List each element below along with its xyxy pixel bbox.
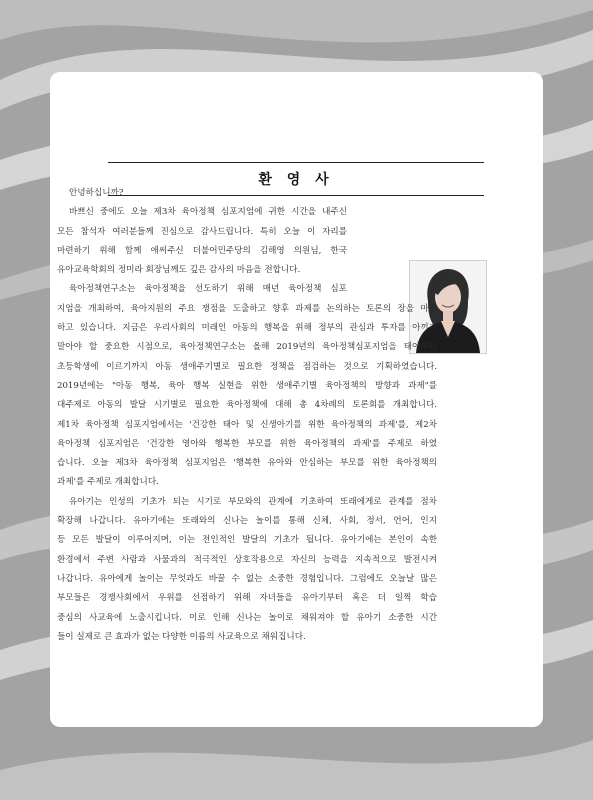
- page-title: 환 영 사: [258, 172, 334, 188]
- text-line: 확장해 나갑니다. 유아기에는 또래와의 신나는 놀이를 통해 신체, 사회, 정서, 언어, 인지: [57, 516, 437, 527]
- text-line: 마련하기 위해 함께 애써주신 더불어민주당의 김해영 의원님, 한국: [57, 245, 347, 256]
- text-line: 모든 참석자 여러분들께 진심으로 감사드립니다. 특히 오늘 이 자리를: [57, 226, 347, 237]
- paragraph-thanks: [57, 203, 437, 280]
- welcome-speech-body: [57, 184, 437, 647]
- text-line: 중심의 사교육에 노출시킵니다. 이로 인해 신나는 놀이로 채워져야 할 유아기 소중한 시간: [57, 612, 437, 623]
- text-line: 환경에서 주변 사람과 사물과의 적극적인 상호작용으로 자신의 능력을 지속적으로 발전시켜: [57, 554, 437, 565]
- text-line: 습니다. 오늘 제3차 육아정책 심포지엄은 '행복한 유아와 안심하는 부모를 위한 육아정책의: [57, 458, 437, 469]
- paragraph-early-childhood: [57, 493, 437, 647]
- text-line: 유아교육학회의 정미라 회장님께도 깊은 감사의 마음을 전합니다.: [57, 265, 301, 276]
- text-line: 들이 실제로 큰 효과가 없는 다양한 이름의 사교육으로 채워집니다.: [57, 631, 306, 642]
- text-line: 유아기는 인성의 기초가 되는 시기로 부모와의 관계에 기초하여 또래에게로 관계를 점차: [69, 496, 437, 507]
- text-line: 제1차 육아정책 심포지엄에서는 '건강한 태아 및 신생아기를 위한 육아정책의 과제'를, 제2차: [57, 419, 437, 430]
- paragraph-institute: [57, 280, 437, 492]
- text-line: 하고 있습니다. 지금은 우리사회의 미래인 아동의 행복을 위해 정부의 관심과 투자를 아끼지: [57, 323, 437, 334]
- text-line: 바쁘신 중에도 오늘 제3차 육아정책 심포지엄에 귀한 시간을 내주신: [69, 207, 347, 218]
- text-line: 부모들은 경쟁사회에서 우위를 선점하기 위해 자녀들을 유아기부터 혹은 더 일찍 학습: [57, 593, 437, 604]
- text-line: 말아야 할 중요한 시점으로, 육아정책연구소는 올해 2019년의 육아정책심포지엄을 태아부터: [57, 342, 437, 353]
- text-line: 지엄을 개최하여, 육아지원의 주요 쟁점을 도출하고 향후 과제를 논의하는 토론의 장을 마련: [57, 303, 437, 314]
- paragraph-greeting: [57, 184, 437, 203]
- text-line: 등 모든 발달이 이루어지며, 이는 전인적인 발달의 기초가 됩니다. 유아기에는 본인이 속한: [57, 535, 437, 546]
- text-line: 육아정책연구소는 육아정책을 선도하기 위해 매년 육아정책 심포: [69, 284, 347, 295]
- text-line: 육아정책 심포지엄은 '건강한 영아와 행복한 부모를 위한 육아정책의 과제'를 주제로 하였: [57, 438, 437, 449]
- text-line: 초등학생에 이르기까지 아동 생애주기별로 필요한 정책을 점검하는 것으로 기획하였습니다.: [57, 361, 437, 372]
- text-line: 나갑니다. 유아에게 놀이는 무엇과도 바꿀 수 없는 소중한 경험입니다. 그럼에도 오늘날 많은: [57, 573, 437, 584]
- text-line: 안녕하십니까?: [69, 188, 124, 198]
- text-line: 대주제로 아동의 발달 시기별로 필요한 육아정책에 대해 총 4차례의 토론회를 개최합니다.: [57, 400, 437, 411]
- text-line: 2019년에는 "아동 행복, 육아 행복 실현을 위한 생애주기별 육아정책의 방향과 과제"를: [57, 380, 437, 391]
- text-line: 과제'를 주제로 개최합니다.: [57, 477, 159, 488]
